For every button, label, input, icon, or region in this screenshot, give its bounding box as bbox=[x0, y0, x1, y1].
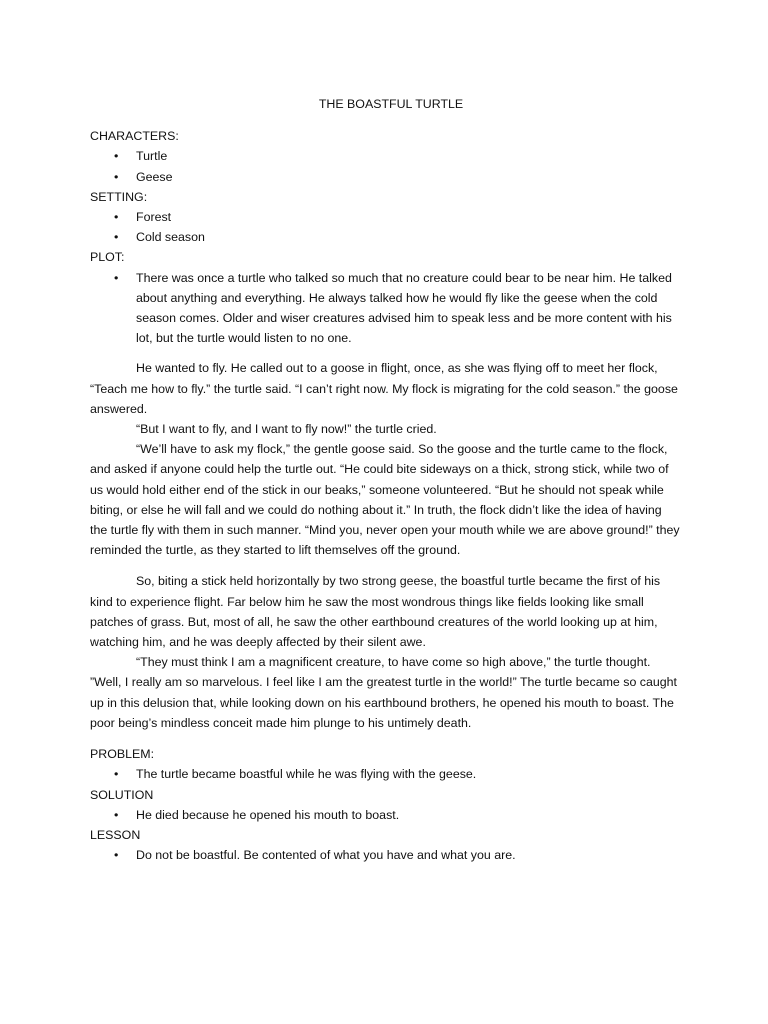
setting-forest: Forest bbox=[136, 210, 172, 225]
solution-heading: SOLUTION bbox=[90, 787, 154, 802]
problem-list bbox=[90, 764, 680, 784]
bullet-icon: • bbox=[114, 149, 119, 164]
bullet-icon: • bbox=[114, 848, 119, 863]
list-item bbox=[90, 268, 680, 349]
plot-paragraph: He wanted to fly. He called out to a goose in flight, once, as she was flying off to meet her flock, “Teach me how to fly.” the turtle said. “I can’t right now. My flock is migrating for the cold season.” the goose answered. bbox=[90, 361, 678, 416]
plot-paragraph: “We’ll have to ask my flock,” the gentle goose said. So the goose and the turtle came to the flock, and asked if anyone could help the turtle out. “He could bite sideways on a thick, strong stick, while two of us would hold either end of the stick in our beaks,” someone volunteered. “But he should not speak while biting, or else he will fall and we could do nothing about it.” In truth, the flock didn’t like the idea of having the turtle fly with them in such manner. “Mind you, never open your mouth while we are above ground!” they reminded the turtle, as they started to lift themselves off the ground. bbox=[90, 442, 680, 558]
lesson-list bbox=[90, 845, 680, 865]
bullet-icon: • bbox=[114, 230, 119, 245]
list-item bbox=[90, 845, 680, 865]
character-turtle: Turtle bbox=[136, 149, 168, 164]
list-item bbox=[90, 146, 680, 166]
characters-heading: CHARACTERS: bbox=[90, 129, 179, 144]
document-title: THE BOASTFUL TURTLE bbox=[318, 97, 464, 111]
bullet-icon: • bbox=[114, 210, 119, 225]
lesson-text: Do not be boastful. Be contented of what you have and what you are. bbox=[136, 848, 516, 863]
plot-heading: PLOT: bbox=[90, 250, 125, 265]
setting-heading: SETTING: bbox=[90, 189, 148, 204]
list-item bbox=[90, 805, 680, 825]
solution-text: He died because he opened his mouth to boast. bbox=[136, 807, 400, 822]
plot-paragraph: So, biting a stick held horizontally by two strong geese, the boastful turtle became the first of his kind to experience flight. Far below him he saw the most wondrous things like fields looking like small patches of grass. But, most of all, he saw the other earthbound creatures of the world looking up at him, watching him, and he was deeply affected by their silent awe. bbox=[90, 574, 661, 650]
document-body bbox=[90, 94, 680, 865]
lesson-heading: LESSON bbox=[90, 827, 141, 842]
setting-list bbox=[90, 207, 680, 247]
problem-heading: PROBLEM: bbox=[90, 747, 155, 762]
plot-paragraph: “They must think I am a magnificent creature, to have come so high above,” the turtle thought. ”Well, I really am so marvelous. I feel like I am the greatest turtle in the world!” The turtle became so caught up in this delusion that, while looking down on his earthbound brothers, he opened his mouth to boast. The poor being’s mindless conceit made him plunge to his untimely death. bbox=[90, 655, 677, 730]
plot-list bbox=[90, 268, 680, 349]
bullet-icon: • bbox=[114, 169, 119, 184]
list-item bbox=[90, 167, 680, 187]
list-item bbox=[90, 227, 680, 247]
bullet-icon: • bbox=[114, 767, 119, 782]
bullet-icon: • bbox=[114, 807, 119, 822]
characters-list bbox=[90, 146, 680, 186]
plot-intro: There was once a turtle who talked so much that no creature could bear to be near him. He talked about anything and everything. He always talked how he would fly like the geese when the cold season comes. Older and wiser creatures advised him to speak less and be more content with his lot, but the turtle would listen to no one. bbox=[136, 270, 672, 346]
solution-list bbox=[90, 805, 680, 825]
list-item bbox=[90, 207, 680, 227]
problem-text: The turtle became boastful while he was flying with the geese. bbox=[136, 767, 477, 782]
character-geese: Geese bbox=[136, 169, 173, 184]
list-item bbox=[90, 764, 680, 784]
setting-cold-season: Cold season bbox=[136, 230, 205, 245]
plot-paragraph: “But I want to fly, and I want to fly now!” the turtle cried. bbox=[136, 422, 437, 437]
bullet-icon: • bbox=[114, 270, 119, 285]
